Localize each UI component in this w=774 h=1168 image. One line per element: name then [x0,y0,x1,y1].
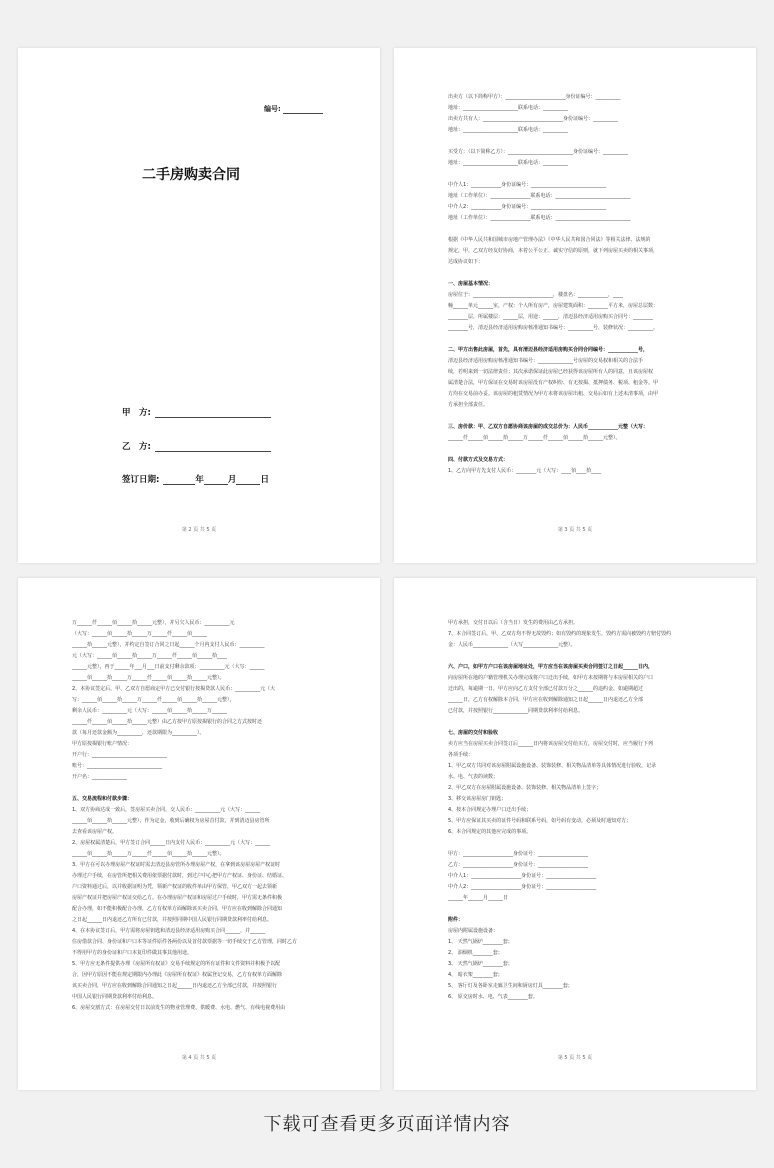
contract-line: 方均在交易前办妥。该房屋的租赁情况为甲方未将该房屋出租、交易后如有上述未清事项，由甲 [448,391,659,397]
contract-page-3 [18,578,380,1090]
sign-month-blank [204,474,228,485]
contract-number [264,104,323,114]
contract-line: 根据《中华人民共和国城市房地产管理办法》《中华人民共和国合同法》等相关法律、法规的 [448,237,651,243]
contract-line: 账号：______________________________ [72,763,163,769]
contract-line: 三、房价款：甲、乙双方自愿协商该房屋的成交总价为：人民币____________元整（大写： [448,424,649,430]
contract-line: 房屋位于：________________________________，楼盘名：____________，____ [448,292,624,298]
contract-line: 出卖方（以下简称甲方）：________________________身份证编号：__________ [448,94,621,100]
page-4-body [448,618,706,1003]
contract-line: 乙方：____________________身份证号：____________________ [448,862,589,868]
contract-line: 6、 原交房时水、电、气表________套。 [448,994,538,1000]
contract-line: 之日起______日内退还乙方所有已付款，并按照同期中国人民银行同期贷款利率付给利息。 [72,917,273,923]
contract-line: 1、乙方向甲方先支付人民币：________元（大写：____佰____拾____ [448,468,602,474]
contract-line: 5、甲方应保证其买卖的证件号码和联系号码，如号码有变动，必须及时通知对方； [448,818,632,824]
party-b-blank [155,441,271,452]
contract-line: 向房屋所在地的户籍管理机关办理完成将户口迁出手续，如甲方未按期将与本房屋相关的户口 [448,675,654,681]
contract-line: 房屋内附属设施设备： [448,928,499,934]
contract-page-4 [394,578,756,1090]
contract-line: 1、 天然气锅炉________套； [448,939,513,945]
contract-line: 水、电、气表的读数； [448,774,499,780]
party-a-label: 甲 方: [122,408,151,418]
contract-line: 房屋产权证并把房屋产权证交给乙方。在办理房屋产权证和房屋过户手续时，甲方需无条件积极 [72,895,283,901]
sign-date-label: 签订日期: [122,475,160,485]
page-number: 第 5 页 共 5 页 [557,1055,593,1061]
contract-line: 4、按本合同规定办理户口迁出手续； [448,807,532,813]
sign-year-label: 年 [195,475,204,485]
contract-line: ______年______月______日 [448,895,509,901]
contract-line: 六、户口，如甲方户口在该房屋地址处，甲方应当在该房屋买卖合同签订之日起______日内， [448,664,654,670]
contract-line: 开户行：______________________________ [72,752,168,758]
party-b-label: 乙 方: [122,442,151,452]
contract-line: 地址（工作单位）：________________联系电话：______________________________ [448,215,631,221]
contract-line [72,783,330,794]
contract-line: （大写：______佰______拾______万______仟______佰______ [72,631,208,637]
contract-line [448,224,706,235]
contract-line: 甲方：____________________身份证号：____________________ [448,851,589,857]
contract-line: 3、移交该房屋房门钥匙； [448,796,507,802]
contract-line: ______元整），再于______年___月___日前支付剩余款项：__________元（大写：______ [72,664,265,670]
contract-line: 6、本合同规定的其他应完成的事项。 [448,829,532,835]
sign-year-blank [163,474,195,485]
contract-line: 款（每月还款金额为__________，还款期限为__________）。 [72,730,205,736]
contract-line: ______仟______佰______拾______万______仟______佰______拾______元整）。 [448,435,621,441]
contract-line: 不得用甲方的身份证和户口本复印件做其事其他用途。 [72,950,193,956]
contract-line: 地址：______________________联系电话：__________ [448,160,569,166]
contract-line: 续，若明来到一切法律责任；其次承诺保证此房屋已经获得该房屋所有人的同意，且该房屋权 [448,369,654,375]
cover-page [18,48,380,563]
contract-line [448,334,706,345]
sign-date-row [122,473,269,485]
contract-line: 甲方原按揭银行账户情况： [72,741,133,747]
contract-line: ______佰______拾______万______仟______佰______拾______元整）。 [72,851,225,857]
contract-number-label: 编号: [264,105,281,113]
contract-line [448,411,706,422]
contract-line: 中介人2：____________身份证编号：______________________________ [448,204,607,210]
contract-line: 出卖方共有人：________________________________身份证编号：__________ [448,116,619,122]
contract-line: 已付款，并按照银行______________同期贷款利率付给利息。 [448,708,584,714]
contract-line [448,169,706,180]
contract-line: 金：人民币______________（大写______________元整）。 [448,642,576,648]
contract-line: 方承担全部责任。 [448,402,489,408]
sign-day-blank [236,474,260,485]
contract-line: 中介人2：____________________身份证号：____________________ [448,884,597,890]
party-b-row [122,440,271,452]
contract-line: 7、本合同签订后，甲、乙双方均不得无故毁约；如有毁约的现象发生，毁约方需向被毁约方赔付毁约 [448,631,672,637]
contract-line: 二、甲方出售此房屋，首先，具有清迈县经济适用房购买合同合同编号：____________号， [448,347,649,353]
page-3-body [72,618,330,1014]
contract-line: 甲方承担，交付日以后（含当日）发生的费用由乙方承担。 [448,620,579,626]
contract-line: 中介人1：____________________身份证号：____________________ [448,873,597,879]
contract-line [448,268,706,279]
contract-line: 万______仟______佰______拾______元整），并另欠人民币：__________元 [72,620,235,626]
contract-line: 1、双方协商达成一致后，签房屋买卖合同，交人民币：__________元（大写：______ [72,807,261,813]
contract-line: 住房借款合同、身份证和户口本等证件原件各两份以及首付款票据等一切手续交于乙方管理，同时乙方 [72,939,298,945]
contract-line: 一、房屋基本情况： [448,281,494,287]
contract-line [448,136,706,147]
contract-line: 1、甲乙双方共同对该房屋附属设施设备、装饰装修、相关物品清单等具体情况进行验收，记录 [448,763,657,769]
contract-line [448,717,706,728]
contract-number-blank [283,113,323,114]
contract-line: 七、房屋的交付和验收 [448,730,499,736]
party-a-blank [155,407,271,418]
party-a-row [122,406,271,418]
contract-line: 该买卖合同，甲方应在收到解除合同通知之日起______日内退还乙方全部已付款，并按照银行 [72,983,278,989]
contract-line: 规定，甲、乙双方经友好协商，本着公平公正、诚实守信的原则，就下列房屋买卖的相关事项， [448,248,659,254]
contract-line: 去查看该房屋产权。 [72,829,118,835]
contract-line: 2、 油烟机________套； [448,950,503,956]
contract-line: 买受方：（以下简称乙方）：__________________________身份证编号：__________ [448,149,629,155]
contract-line: 幢______单元______室，产权：个人所有房产，房屋建筑面积：________平方米，房屋总层数： [448,303,659,309]
sign-day-label: 日 [260,475,269,485]
contract-line: 合，因甲方原因不能在规定期限内办理此《房屋所有权证》权属登记交易，乙方有权单方面解除 [72,972,283,978]
contract-line [448,904,706,915]
download-caption: 下载可查看更多页面详情内容 [263,1114,511,1135]
page-number: 第 2 页 共 5 页 [181,527,217,533]
contract-line: 3、甲方在可以办理房屋产权证时需去清迈县房管所办理房屋产权，在拿到该房屋房屋产权证时 [72,862,281,868]
contract-line [448,651,706,662]
contract-line: 4、 暗衣架________套； [448,972,503,978]
contract-line: 五、交易流程和付款步骤： [72,796,133,802]
contract-line: 2、甲乙双方在房屋附属设施设备、装饰装修、相关物品清单上签字； [448,785,602,791]
page-number: 第 3 页 共 5 页 [557,527,593,533]
contract-line: 地址：______________________联系电话：__________ [448,127,569,133]
contract-line [448,444,706,455]
contract-line: 四、付款方式及交易方式： [448,457,509,463]
contract-line: 2、本协议签定后，甲、乙双方自愿商定甲方已交付银行按揭贷款人民币：__________元（大 [72,686,276,692]
contract-line: 清迈县经济适用房购房核准通知书编号：______________号房屋的交易权和相关的合法手 [448,358,644,364]
contract-line: 写：______佰______拾______万______仟______佰______拾______元整）， [72,697,235,703]
sign-month-label: 月 [227,475,237,485]
contract-line: 各项手续： [448,752,474,758]
contract-line: 属清楚合法，甲方保证在交易时该房屋没有产权纠纷、有无按揭、抵押债务、税项、租金等。甲 [448,380,659,386]
contract-line: 中介人1：____________身份证编号：______________________________ [448,182,607,188]
contract-line: 迁出的，每逾期一日，甲方应向乙方支付全部已付款万分之______的违约金。如逾期超过 [448,686,644,692]
contract-line: ______仟______佰______拾______元整）由乙方按甲方原按揭银行的合同之方式按时还 [72,719,263,725]
contract-line: 卖方应当在房屋买卖合同签订后______日内将该房屋交付给买方，房屋交付时，应当履行下列 [448,741,654,747]
contract-line: ________层，所属楼层：______层，用途：______，清迈县经济适用房购买合同号：________ [448,314,654,320]
contract-title: 二手房购卖合同 [142,167,240,183]
contract-line: 6、房屋交割方式：在房屋交付日以前发生的物业管理费、供暖费、水电、燃气、有线电视费用由 [72,1005,286,1011]
contract-line: ______拾______元整），并约定自签订合同之日起______个月内支付人民币：__________ [72,642,265,648]
contract-line: 办理过户手续，在房管所把相关费用依票据付款时，到过户中心把甲方产权证、身份证、结婚证、 [72,873,288,879]
contract-line: 2、房屋权属清楚后，甲方签订合同______日内支付人民币：__________元（大写：______ [72,840,271,846]
contract-line: ______日，乙方有权解除本合同，甲方应在收到解除通知之日起______日内退还乙方全部 [448,697,644,703]
contract-line: ________号，清迈县经济适用房购房核准通知书编号：__________号，装修状况：__________。 [448,325,659,331]
contract-line: 4、在本协议签订后，甲方需将房屋钥匙和清迈县经济适用房购买合同______，并______ [72,928,266,934]
contract-line: 开户名：______________ [72,774,128,780]
contract-line: 户口资料通过后，以并收据证明为凭，领新产权证的收件单由甲方保管，甲乙双方一起去领新 [72,884,278,890]
contract-line: 元（大写：______佰______拾______万______仟______佰______拾____ [72,653,228,659]
contract-line: 3、 天然气锅炉________套； [448,961,513,967]
contract-line: 5、 客厅灯及各卧室走廊卫生间和厨房灯具________套； [448,983,573,989]
contract-line: 达成协议如下： [448,259,484,265]
contract-line: 附件： [448,917,464,923]
contract-line: ______佰______拾______元整），作为定金，收到后确权为房屋首付款，并到清迈县房管所 [72,818,270,824]
contract-line: 地址：______________________联系电话：__________ [448,105,569,111]
page-number: 第 4 页 共 5 页 [181,1055,217,1061]
contract-line: 5、甲方应无条件提供办理《房屋所有权证》交易手续规定的所有证件和文件资料并积极予以配 [72,961,281,967]
contract-page-2 [394,48,756,563]
contract-line: ______佰______拾______万______仟______佰______拾______元整）。 [72,675,225,681]
contract-line: 剩余人民币：__________元（大写：______佰______拾______万______ [72,708,228,714]
page-2-body [448,92,706,477]
contract-line: 配合办理，如不能积极配合办理，乙方有权单方面解除该买卖合同，甲方应在收到解除合同通知 [72,906,283,912]
contract-line: 地址（工作单位）：________________联系电话：______________________________ [448,193,631,199]
contract-line [448,838,706,849]
contract-line: 中国人民银行同期贷款利率付给利息。 [72,994,158,1000]
